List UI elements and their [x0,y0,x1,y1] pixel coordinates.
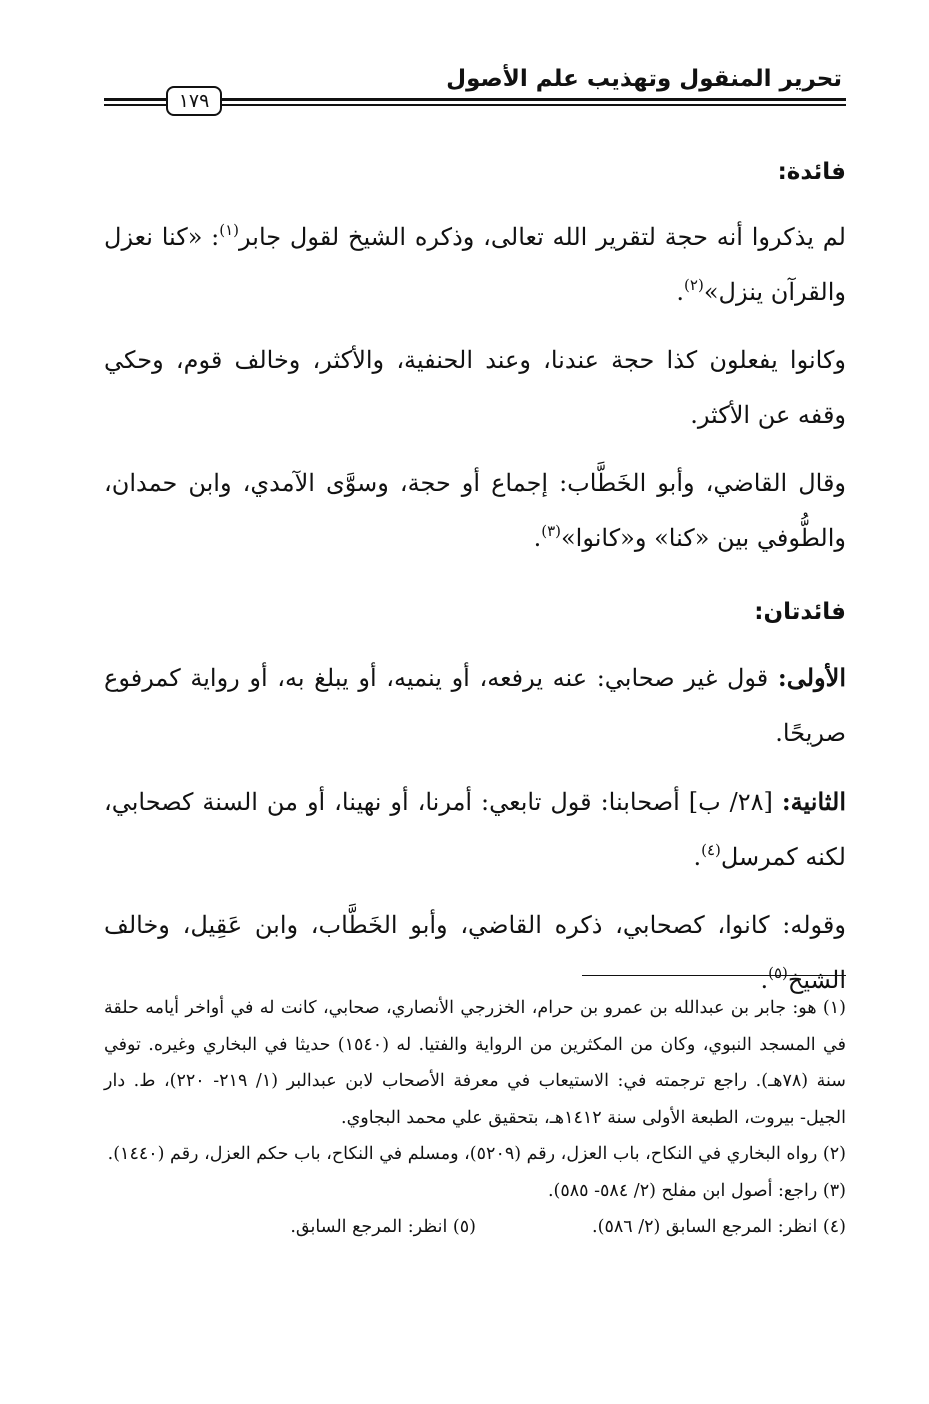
footnote-ref-4[interactable]: (٤) [701,841,721,859]
book-title: تحرير المنقول وتهذيب علم الأصول [446,66,842,92]
paragraph-2: وكانوا يفعلون كذا حجة عندنا، وعند الحنفية، والأكثر، وخالف قوم، وحكي وقفه عن الأكثر. [104,346,846,429]
paragraph-3 [104,456,846,566]
first-benefit-lead: الأولى: [777,663,846,692]
footnote-5: (٥) انظر: المرجع السابق. [290,1217,476,1237]
paragraph-3-text: وقال القاضي، وأبو الخَطَّاب: إجماع أو حجة، وسوَّى الآمدي، وابن حمدان، والطُّوفي بين «كنا» و«كانوا» [104,469,846,552]
section-heading-faidatan: فائدتان: [754,599,846,625]
paragraph-1 [104,210,846,320]
paragraph-1-quote: : «كنا نعزل والقرآن ينزل» [104,223,846,306]
second-benefit-text: [٢٨/ ب] أصحابنا: قول تابعي: أمرنا، أو نهينا، أو من السنة كصحابي، لكنه كمرسل [104,788,846,871]
paragraph-last-end: . [760,966,769,994]
footnotes [104,990,846,1246]
footnote-1: (١) هو: جابر بن عبدالله بن عمرو بن حرام، الخزرجي الأنصاري، صحابي، كانت له في أواخر أيامه حلقة في المسجد النبوي، وكان من المكثرين من الرواية والفتيا. له (١٥٤٠) حديثا في البخاري وغيره. توفي سنة (٧٨هـ). راجع ترجمته في: الاستيعاب في معرفة الأصحاب لابن عبدالبر (١/ ٢١٩- ٢٢٠)، ط. دار الجيل- بيروت، الطبعة الأولى سنة ١٤١٢هـ، بتحقيق علي محمد البجاوي. [104,998,846,1128]
paragraph-first-benefit [104,650,846,761]
second-benefit-lead: الثانية: [781,787,846,816]
footnote-ref-5[interactable]: (٥) [768,964,788,982]
second-benefit-end: . [693,843,702,871]
footnote-2: (٢) رواه البخاري في النكاح، باب العزل، رقم (٥٢٠٩)، ومسلم في النكاح، باب حكم العزل، رقم (١٤٤٠). [107,1144,846,1164]
running-header [104,62,846,122]
first-benefit-text: قول غير صحابي: عنه يرفعه، أو ينميه، أو يبلغ به، أو رواية كمرفوع صريحًا. [104,664,846,747]
footnote-row-4-5 [104,1209,846,1246]
paragraph-1-text: لم يذكروا أنه حجة لتقرير الله تعالى، وذكره الشيخ لقول جابر [239,223,846,251]
footnote-ref-3[interactable]: (٣) [541,522,561,540]
paragraph-last-text: وقوله: كانوا، كصحابي، ذكره القاضي، وأبو الخَطَّاب، وابن عَقِيل، وخالف الشيخ [104,911,846,994]
main-text [104,150,846,1021]
paragraph-3-end: . [533,524,542,552]
paragraph-second-benefit [104,774,846,885]
footnote-4: (٤) انظر: المرجع السابق (٢/ ٥٨٦). [592,1217,846,1237]
page-number: ١٧٩ [166,86,222,116]
footnote-ref-2[interactable]: (٢) [684,276,704,294]
footnote-ref-1[interactable]: (١) [219,221,240,239]
section-heading-faida: فائدة: [777,159,846,185]
footnote-3: (٣) راجع: أصول ابن مفلح (٢/ ٥٨٤- ٥٨٥). [547,1180,846,1201]
paragraph-1-end: . [676,278,685,306]
footnote-separator [582,975,846,976]
